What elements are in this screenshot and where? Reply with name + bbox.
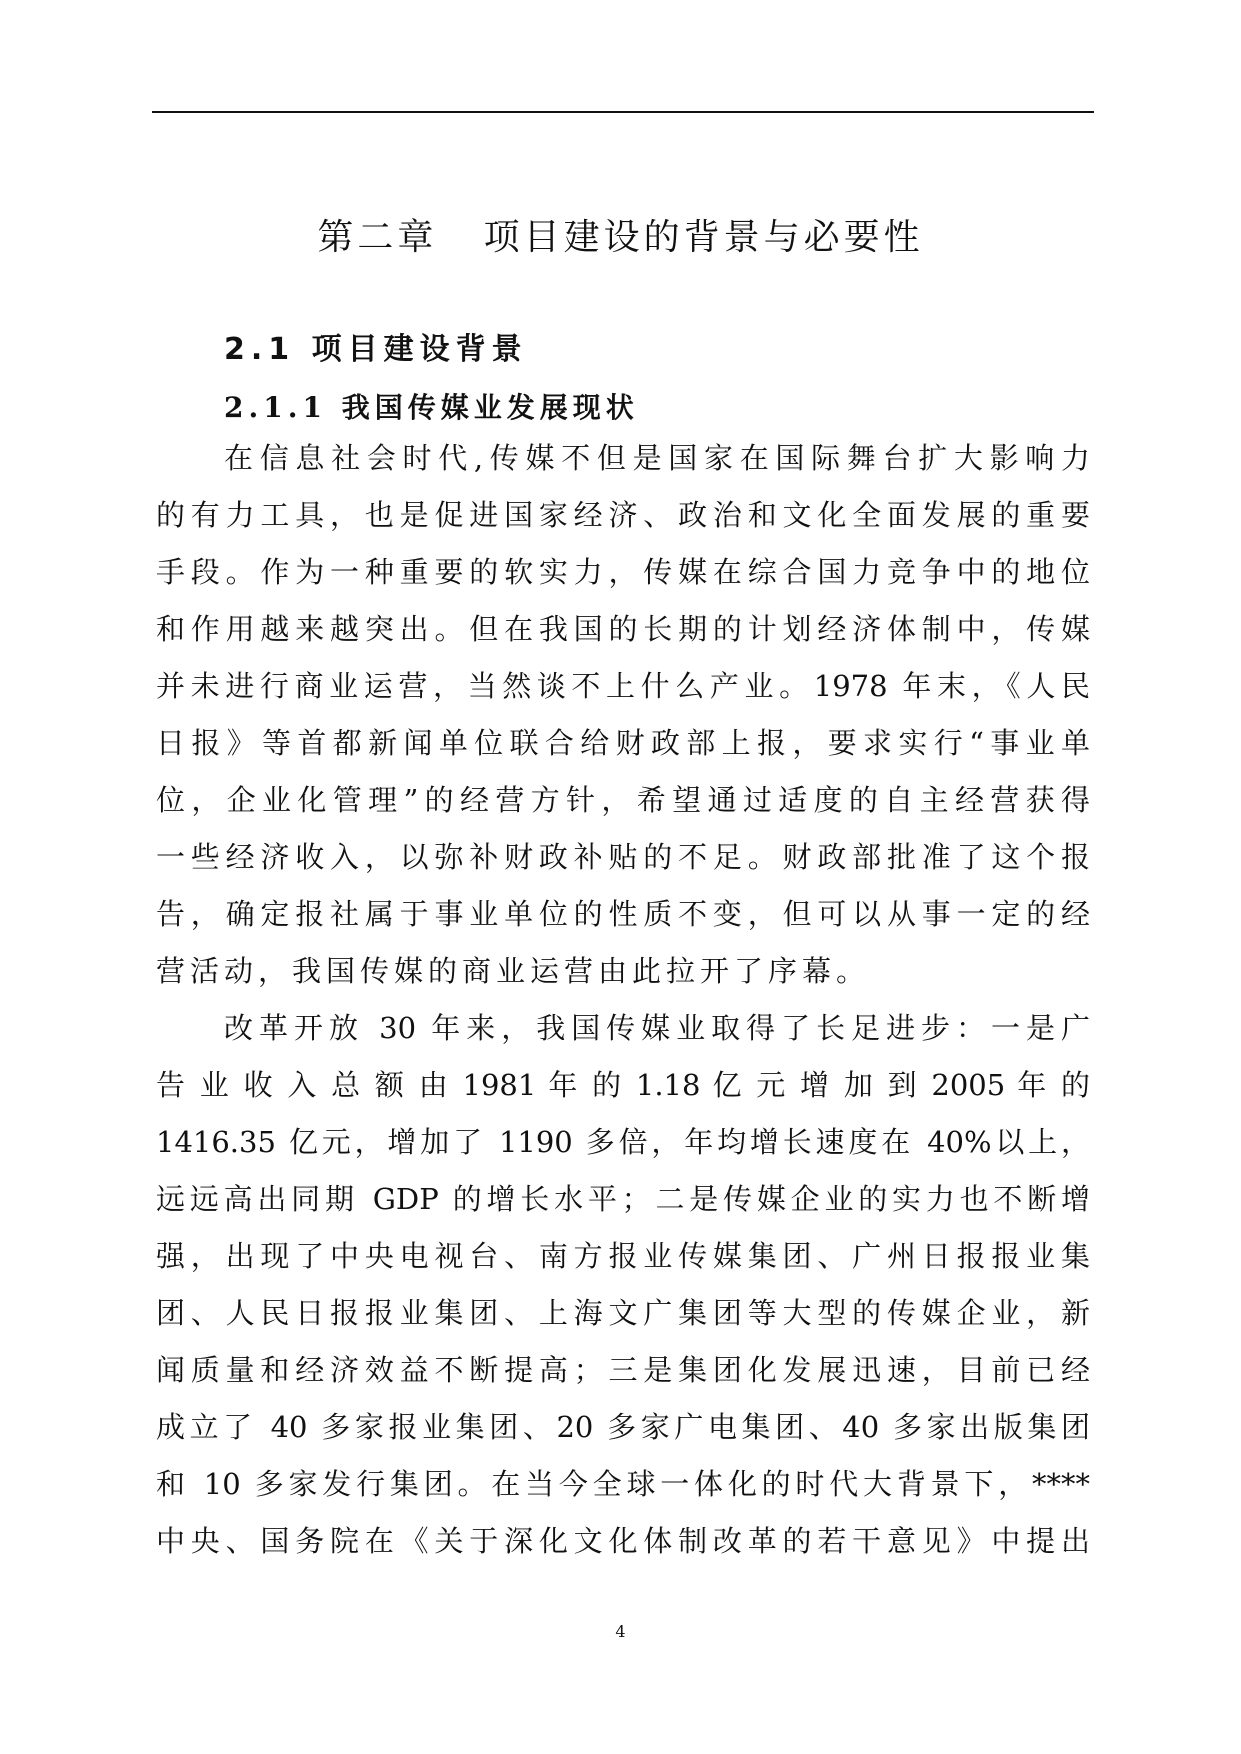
paragraph-line: 成立了 40 多家报业集团、20 多家广电集团、40 多家出版集团 [156, 1410, 1090, 1444]
paragraph-line: 改革开放 30 年来，我国传媒业取得了长足进步：一是广 [224, 1011, 1090, 1045]
paragraph-line: 营活动，我国传媒的商业运营由此拉开了序幕。 [156, 954, 871, 988]
paragraph-line: 团、人民日报报业集团、上海文广集团等大型的传媒企业，新 [156, 1296, 1090, 1330]
paragraph-line: 在信息社会时代,传媒不但是国家在国际舞台扩大影响力 [224, 441, 1090, 475]
paragraph-line: 告，确定报社属于事业单位的性质不变，但可以从事一定的经 [156, 897, 1090, 931]
paragraph-line: 和作用越来越突出。但在我国的长期的计划经济体制中，传媒 [156, 612, 1090, 646]
chapter-title: 第二章 项目建设的背景与必要性 [317, 217, 924, 258]
paragraph-line: 和 10 多家发行集团。在当今全球一体化的时代大背景下，**** [156, 1467, 1090, 1501]
paragraph-line: 手段。作为一种重要的软实力，传媒在综合国力竞争中的地位 [156, 555, 1090, 589]
paragraph-line: 并未进行商业运营，当然谈不上什么产业。1978 年末，《人民 [156, 669, 1090, 703]
page-number: 4 [615, 1622, 626, 1641]
paragraph-line: 闻质量和经济效益不断提高；三是集团化发展迅速，目前已经 [156, 1353, 1090, 1387]
paragraph-line: 强，出现了中央电视台、南方报业传媒集团、广州日报报业集 [156, 1239, 1090, 1273]
paragraph-line: 的有力工具，也是促进国家经济、政治和文化全面发展的重要 [156, 498, 1090, 532]
paragraph-line: 一些经济收入，以弥补财政补贴的不足。财政部批准了这个报 [156, 840, 1090, 874]
paragraph-line: 中央、国务院在《关于深化文化体制改革的若干意见》中提出 [156, 1524, 1090, 1558]
paragraph-line: 远远高出同期 GDP 的增长水平；二是传媒企业的实力也不断增 [156, 1182, 1090, 1216]
paragraph-line: 位，企业化管理”的经营方针，希望通过适度的自主经营获得 [156, 783, 1090, 817]
section-title: 2.1 项目建设背景 [224, 332, 528, 367]
subsection-title: 2.1.1 我国传媒业发展现状 [224, 391, 639, 424]
header-rule [152, 111, 1094, 113]
paragraph-line: 1416.35 亿元，增加了 1190 多倍，年均增长速度在 40%以上， [156, 1125, 1090, 1159]
paragraph-line: 告 业 收 入 总 额 由 1981 年 的 1.18 亿 元 增 加 到 2005 年 的 [156, 1068, 1090, 1102]
paragraph-line: 日报》等首都新闻单位联合给财政部上报，要求实行“事业单 [156, 726, 1090, 760]
